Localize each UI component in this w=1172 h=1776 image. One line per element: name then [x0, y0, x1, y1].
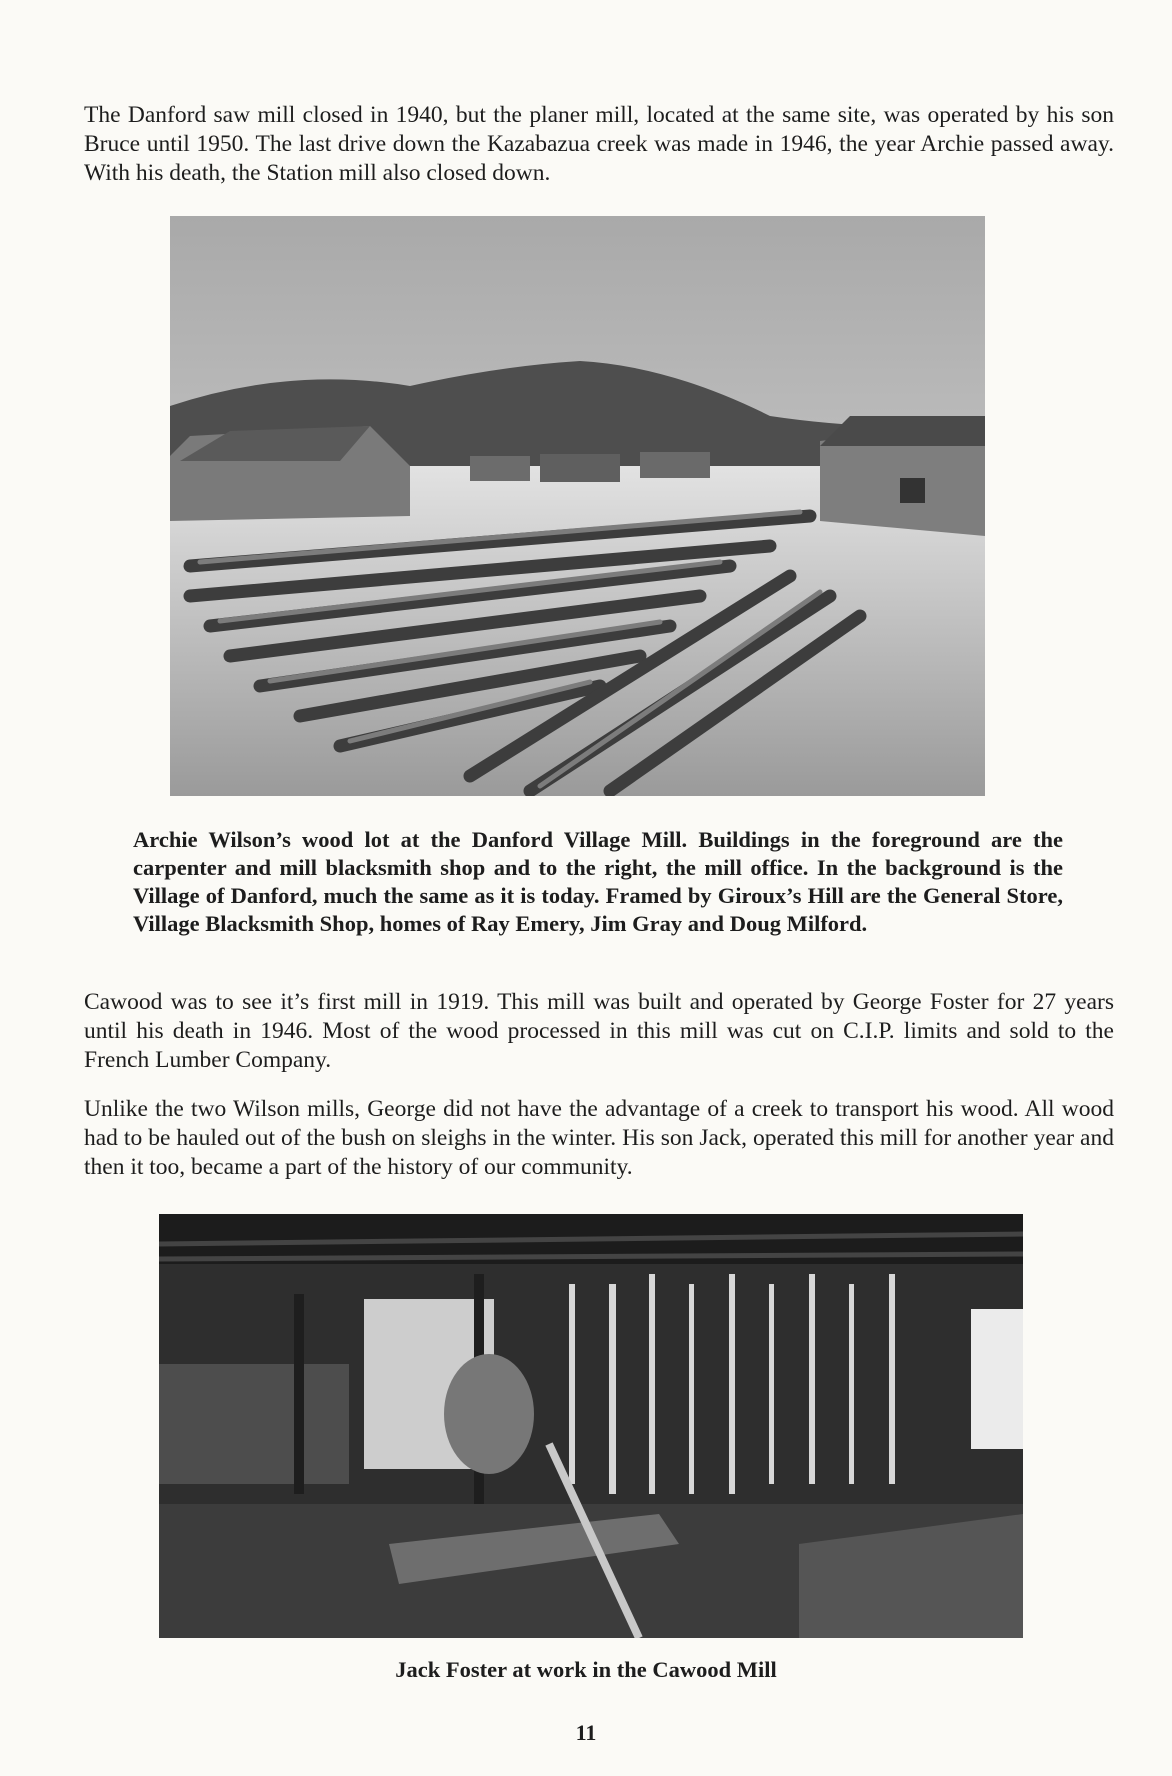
page-number: 11 [575, 1720, 597, 1745]
paragraph-mill-closures: The Danford saw mill closed in 1940, but the planer mill, located at the same site, was operated by his son Bruce until 1950. The last drive down the Kazabazua creek was made in 1946, the year Archie passed away. With his death, the Station mill also closed down. [84, 102, 1114, 186]
photo-cawood-mill-interior-image [159, 1214, 1023, 1638]
photo-cawood-mill-interior [159, 1214, 1023, 1638]
photo-danford-wood-lot [170, 216, 985, 796]
paragraph-foster-hauling: Unlike the two Wilson mills, George did not have the advantage of a creek to transport his wood. All wood had to be hauled out of the bush on sleighs in the winter. His son Jack, operated this mill for another year and then it too, became a part of the history of our community. [84, 1096, 1114, 1180]
paragraph-cawood-mill: Cawood was to see it’s first mill in 1919. This mill was built and operated by George Foster for 27 years until his death in 1946. Most of the wood processed in this mill was cut on C.I.P. limits and sold to the French Lumber Company. [84, 989, 1114, 1073]
photo-danford-wood-lot-image [170, 216, 985, 796]
photo-caption-danford: Archie Wilson’s wood lot at the Danford Village Mill. Buildings in the foreground are the carpenter and mill blacksmith shop and to the right, the mill office. In the background is the Village of Danford, much the same as it is today. Framed by Giroux’s Hill are the General Store, Village Blacksmith Shop, homes of Ray Emery, Jim Gray and Doug Milford. [133, 827, 1063, 936]
photo-caption-cawood: Jack Foster at work in the Cawood Mill [395, 1657, 777, 1682]
